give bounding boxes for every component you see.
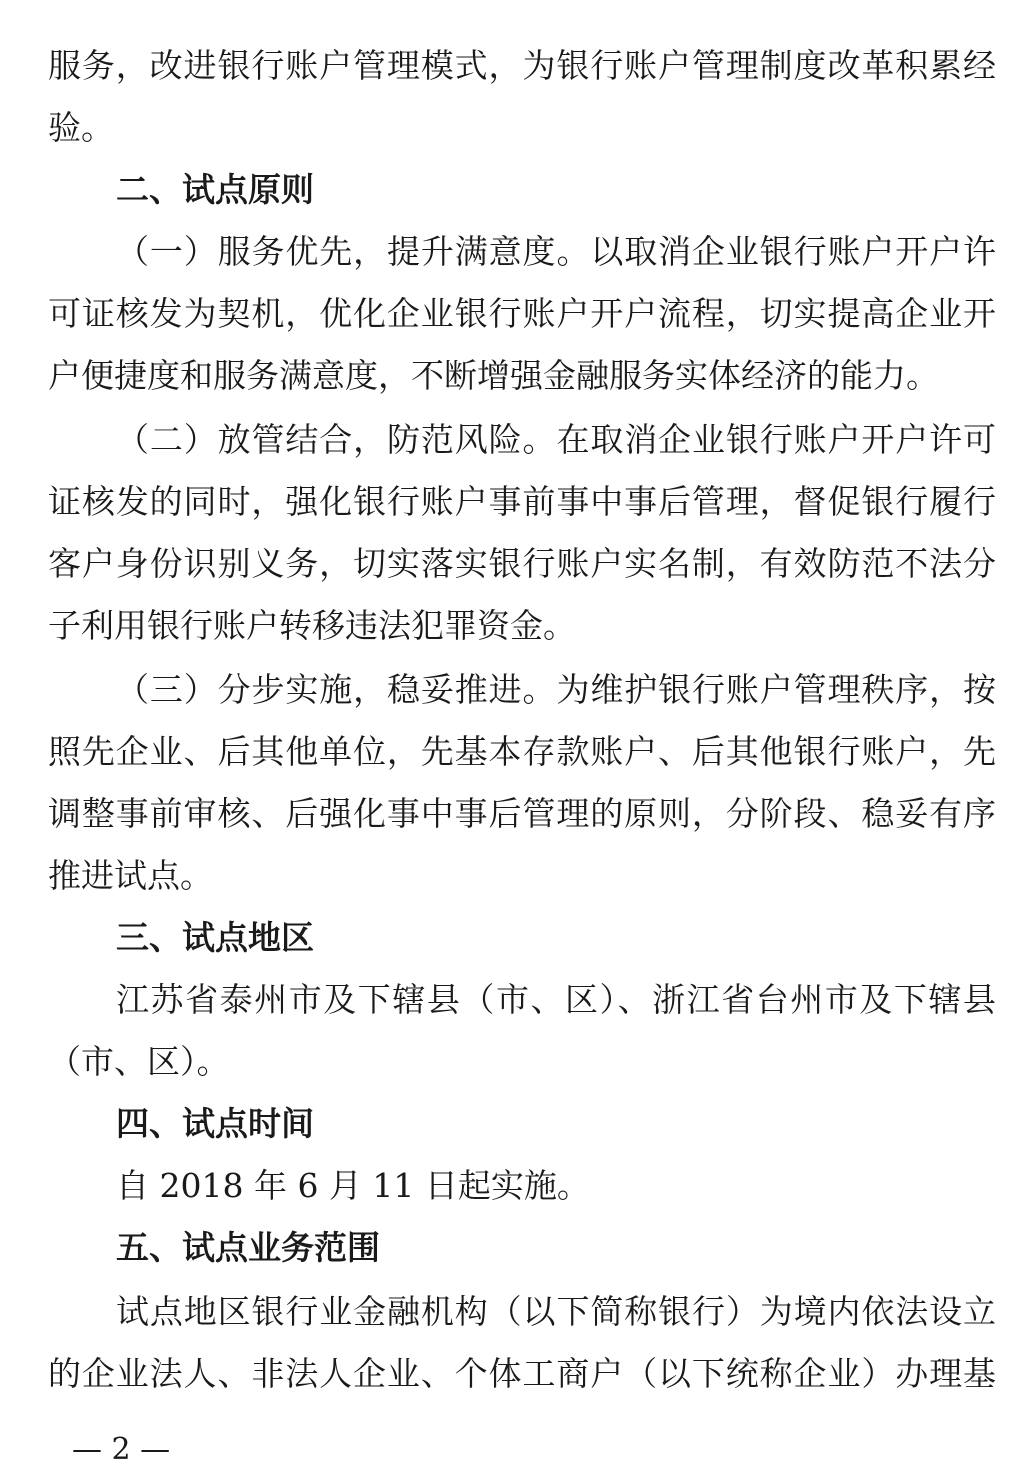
text-line: （市、区）。 [48,1042,230,1081]
text-line: 试点地区银行业金融机构（以下简称银行）为境内依法设立 [116,1292,996,1331]
text-line: 证核发的同时，强化银行账户事前事中事后管理，督促银行履行 [48,482,996,521]
text-line: 验。 [48,108,114,147]
text-line: 推进试点。 [48,856,213,895]
section-heading: 四、试点时间 [116,1104,314,1143]
text-line: （二）放管结合，防范风险。在取消企业银行账户开户许可 [116,420,996,459]
text-line: 江苏省泰州市及下辖县（市、区）、浙江省台州市及下辖县 [116,980,996,1019]
section-heading: 三、试点地区 [116,918,314,957]
text-line: 户便捷度和服务满意度，不断增强金融服务实体经济的能力。 [48,356,939,395]
text-line: 客户身份识别义务，切实落实银行账户实名制，有效防范不法分 [48,544,996,583]
text-line: （三）分步实施，稳妥推进。为维护银行账户管理秩序，按 [116,670,996,709]
text-line: 可证核发为契机，优化企业银行账户开户流程，切实提高企业开 [48,294,996,333]
section-heading: 二、试点原则 [116,170,314,209]
text-line: 照先企业、后其他单位，先基本存款账户、后其他银行账户，先 [48,732,996,771]
text-line: 调整事前审核、后强化事中事后管理的原则，分阶段、稳妥有序 [48,794,996,833]
text-line: （一）服务优先，提升满意度。以取消企业银行账户开户许 [116,232,996,271]
section-heading: 五、试点业务范围 [116,1228,380,1267]
text-line: 自 2018 年 6 月 11 日起实施。 [116,1166,590,1205]
page-number: — 2 — [72,1432,171,1467]
text-line: 子利用银行账户转移违法犯罪资金。 [48,606,576,645]
text-line: 服务，改进银行账户管理模式，为银行账户管理制度改革积累经 [48,46,996,85]
text-line: 的企业法人、非法人企业、个体工商户（以下统称企业）办理基 [48,1354,996,1393]
